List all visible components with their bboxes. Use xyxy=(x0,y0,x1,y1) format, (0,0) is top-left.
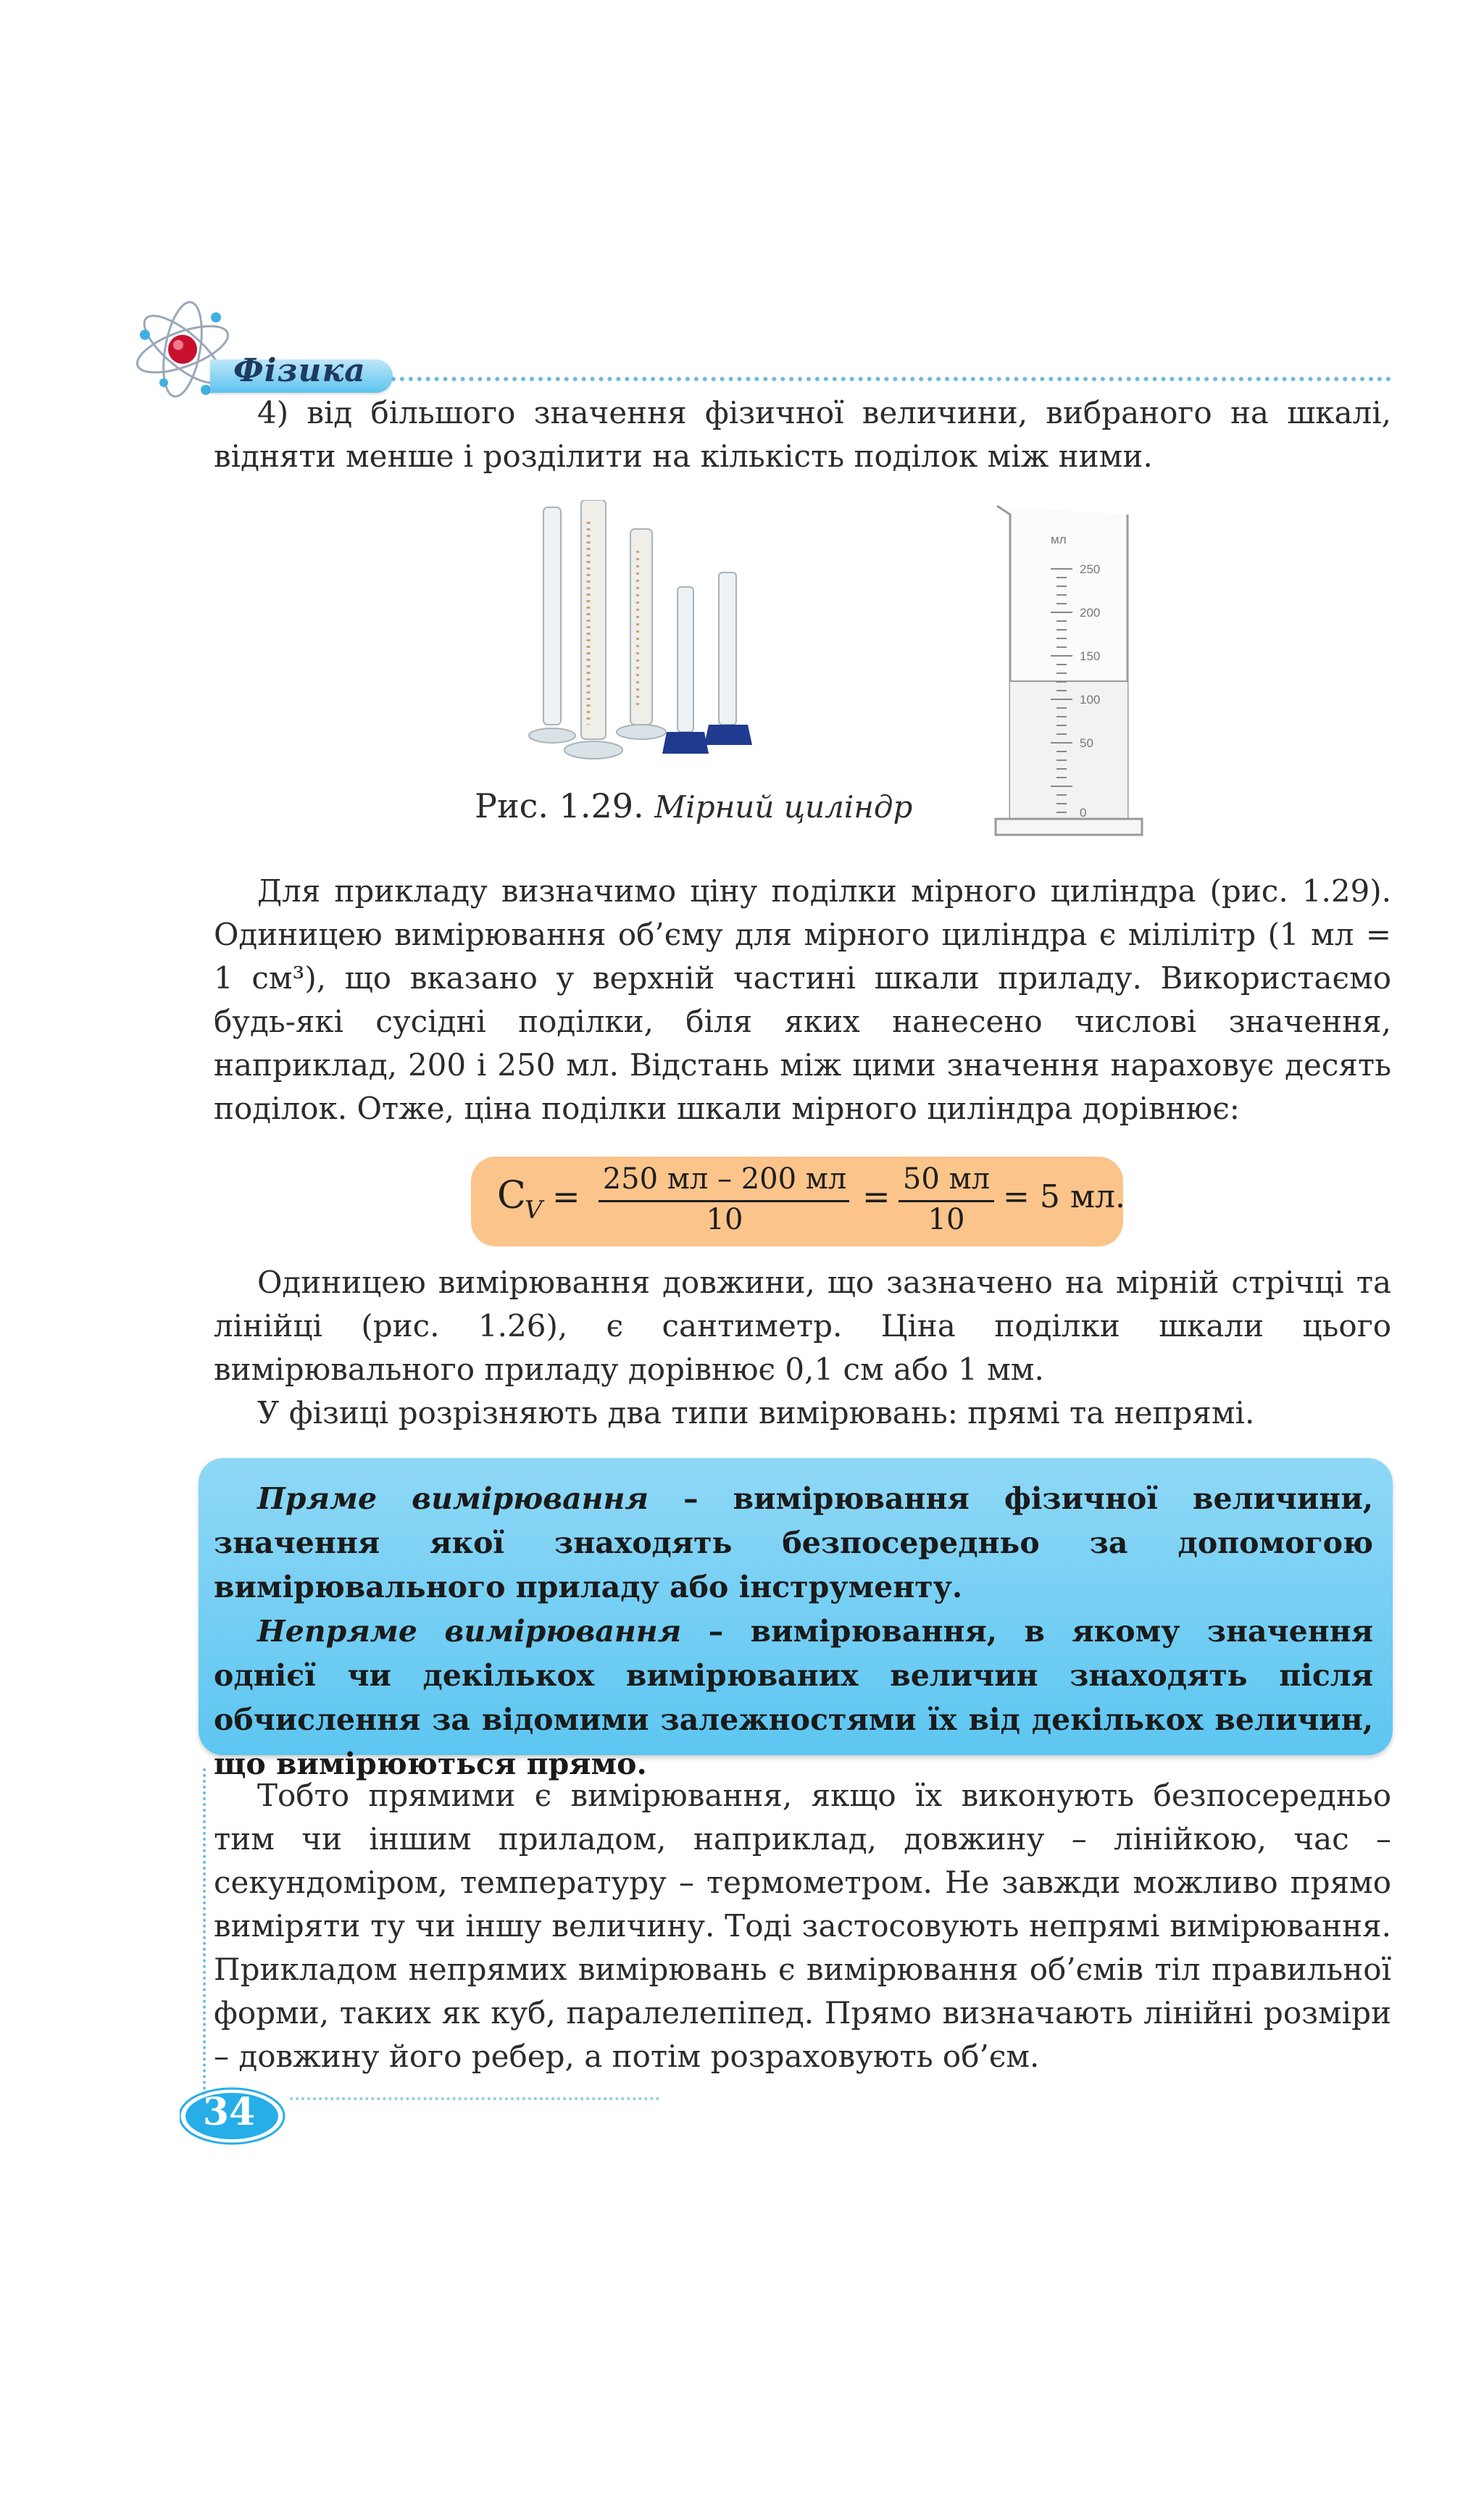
formula-numerator-2: 50 мл xyxy=(902,1162,991,1196)
scale-tick-250: 250 xyxy=(1080,562,1101,576)
figure-caption xyxy=(475,786,912,825)
paragraph-step-4: 4) від більшого значення фізичної величини, вибраного на шкалі, відняти менше і розділити на кількість поділок між ними. xyxy=(214,395,1391,474)
subject-label: Фізика xyxy=(233,352,366,389)
figure-number: Рис. 1.29. xyxy=(475,786,644,825)
formula-lhs: C xyxy=(497,1174,526,1217)
formula-result: = 5 мл. xyxy=(1003,1178,1125,1215)
header-dotted-line xyxy=(391,377,1391,381)
paragraph-measurement-types: У фізиці розрізняють два типи вимірювань: прямі та непрямі. xyxy=(257,1395,1255,1431)
definition-indirect-measurement: – вимірювання, в якому значення однієї чи декількох вимірюваних величин знаходять після обчислення за відомими залежностями їх від декількох величин, що вимірюються прямо. xyxy=(214,1614,1373,1781)
formula-denominator-2: 10 xyxy=(928,1203,965,1236)
term-indirect-measurement: Непряме вимірювання xyxy=(257,1614,682,1649)
fraction-bar-1 xyxy=(599,1200,849,1202)
scale-tick-0: 0 xyxy=(1080,806,1087,820)
definition-text xyxy=(214,1477,1373,1786)
scale-tick-200: 200 xyxy=(1080,606,1101,620)
definition-direct-measurement: – вимірювання фізичної величини, значення якої знаходять безпосередньо за допомогою вимірювального приладу або інструменту. xyxy=(214,1481,1374,1604)
scale-unit: мл xyxy=(1051,533,1067,546)
graduated-cylinder-drawing xyxy=(993,500,1145,848)
paragraph-example: Для прикладу визначимо ціну поділки мірного циліндра (рис. 1.29). Одиницею вимірювання об’єму для мірного циліндра є мілілітр (1 мл = 1 см³), що вказано у верхній частині шкали приладу. Використаємо будь-які сусідні поділки, біля яких нанесено числові значення, наприклад, 200 і 250 мл. Відстань між цими значення нараховує десять поділок. Отже, ціна поділки шкали мірного циліндра дорівнює: xyxy=(214,873,1391,1126)
scale-tick-100: 100 xyxy=(1080,693,1101,707)
page-number: 34 xyxy=(202,2090,256,2134)
footer-dotted-line xyxy=(290,2097,659,2100)
scale-tick-150: 150 xyxy=(1080,649,1101,663)
formula-numerator-1: 250 мл – 200 мл xyxy=(602,1162,847,1196)
paragraph-indirect-examples: Тобто прямими є вимірювання, якщо їх виконують безпосередньо тим чи іншим приладом, наприклад, довжину – лінійкою, час – секундоміром, температуру – термометром. Не завжди можливо прямо виміряти ту чи іншу величину. Тоді застосовують непрямі вимірювання. Прикладом непрямих вимірювань є вимірювання об’ємів тіл правильної форми, таких як куб, паралелепіпед. Прямо визначають лінійні розміри – довжину його ребер, а потім розраховують об’єм. xyxy=(214,1778,1391,2074)
fraction-bar-2 xyxy=(899,1200,994,1202)
formula-denominator-1: 10 xyxy=(706,1203,743,1236)
cylinders-photo xyxy=(522,500,775,775)
paragraph-length-unit: Одиницею вимірювання довжини, що зазначено на мірній стрічці та лінійці (рис. 1.26), є сантиметр. Ціна поділки шкали цього вимірювального приладу дорівнює 0,1 см або 1 мм. xyxy=(214,1265,1391,1387)
scale-tick-50: 50 xyxy=(1080,736,1093,750)
left-dotted-margin xyxy=(203,1768,206,2102)
term-direct-measurement: Пряме вимірювання xyxy=(257,1481,649,1516)
formula-equals-2: = xyxy=(862,1177,891,1216)
figure-title: Мірний циліндр xyxy=(654,789,913,825)
formula-equals-1: = xyxy=(552,1177,580,1216)
formula-lhs-subscript: V xyxy=(525,1196,543,1225)
